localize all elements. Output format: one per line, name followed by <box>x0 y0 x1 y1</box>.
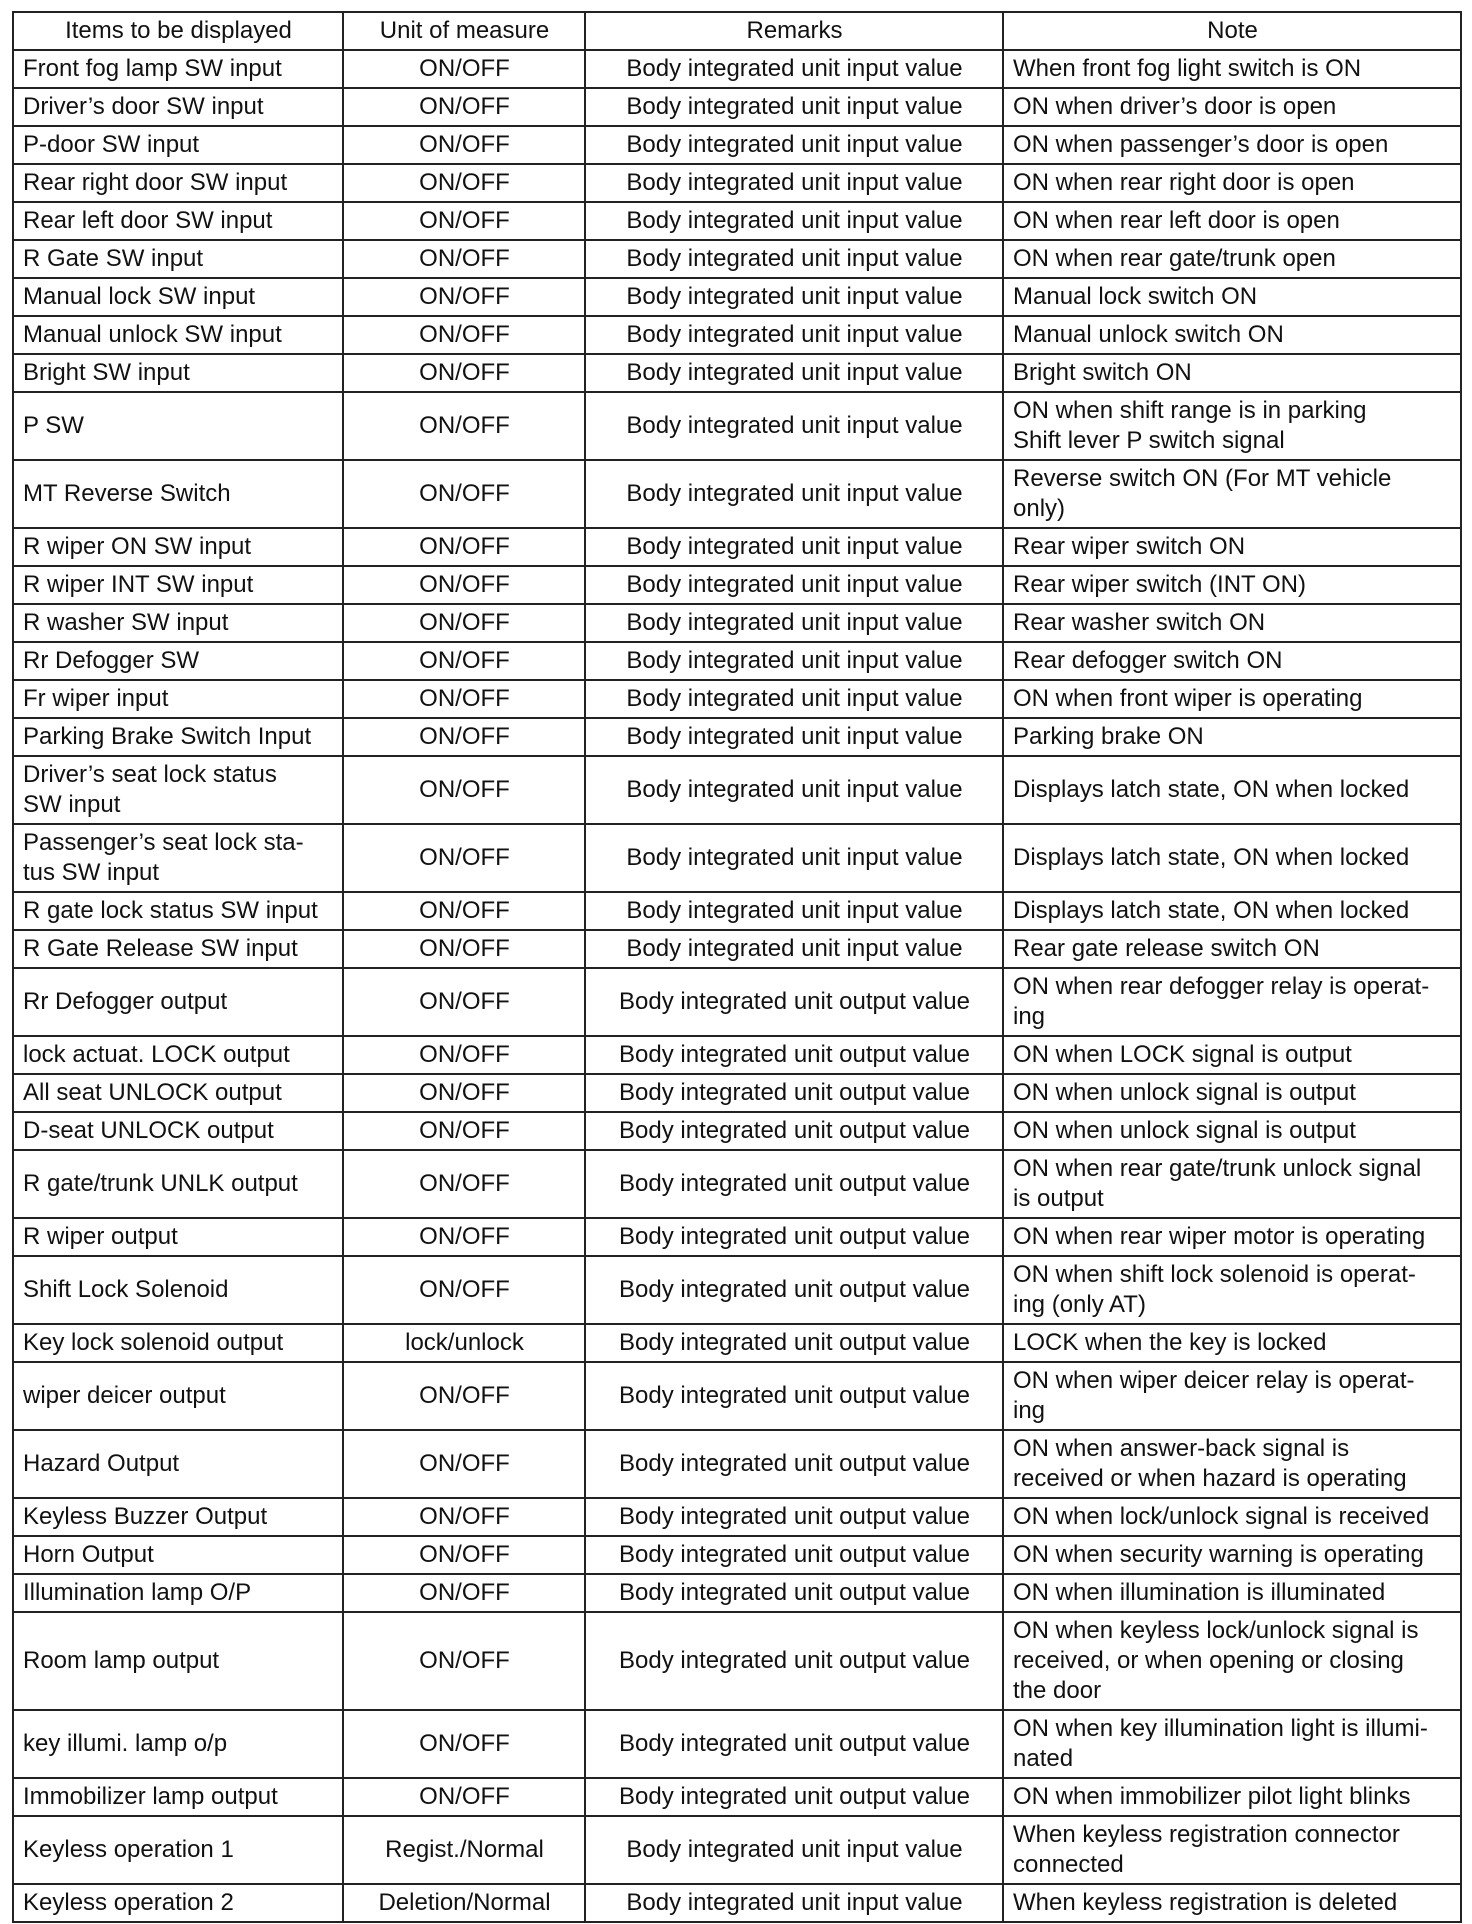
note-cell <box>1003 680 1461 718</box>
item-cell-line: R Gate Release SW input <box>23 935 298 962</box>
table-row <box>13 1884 1461 1922</box>
table-row <box>13 642 1461 680</box>
item-cell-line: R washer SW input <box>23 609 229 636</box>
unit-cell: ON/OFF <box>343 1710 585 1778</box>
item-cell-line: tus SW input <box>23 859 160 886</box>
header-remarks: Remarks <box>585 12 1003 50</box>
item-cell-line: Keyless operation 1 <box>23 1836 234 1863</box>
table-row <box>13 1778 1461 1816</box>
note-cell <box>1003 930 1461 968</box>
note-cell <box>1003 1430 1461 1498</box>
remarks-cell: Body integrated unit input value <box>585 1816 1003 1884</box>
item-cell-line: Key lock solenoid output <box>23 1329 284 1356</box>
note-cell <box>1003 1536 1461 1574</box>
table-row <box>13 1150 1461 1218</box>
note-cell-line: ing (only AT) <box>1013 1291 1146 1318</box>
note-cell-line: is output <box>1013 1185 1104 1212</box>
note-cell-line: only) <box>1013 495 1066 522</box>
note-cell <box>1003 88 1461 126</box>
item-cell-line: key illumi. lamp o/p <box>23 1730 228 1757</box>
item-cell <box>13 718 343 756</box>
note-cell-line: ON when front wiper is operating <box>1013 685 1363 712</box>
note-cell-line: ON when driver’s door is open <box>1013 93 1337 120</box>
note-cell <box>1003 1498 1461 1536</box>
item-cell <box>13 164 343 202</box>
remarks-cell: Body integrated unit input value <box>585 930 1003 968</box>
item-cell-line: R wiper output <box>23 1223 178 1250</box>
remarks-cell: Body integrated unit output value <box>585 1498 1003 1536</box>
unit-cell: lock/unlock <box>343 1324 585 1362</box>
item-cell <box>13 1612 343 1710</box>
table-row <box>13 968 1461 1036</box>
table-row <box>13 1612 1461 1710</box>
unit-cell: ON/OFF <box>343 240 585 278</box>
remarks-cell: Body integrated unit output value <box>585 1362 1003 1430</box>
note-cell-line: Manual unlock switch ON <box>1013 321 1284 348</box>
unit-cell: ON/OFF <box>343 528 585 566</box>
table-body <box>13 50 1461 1922</box>
note-cell-line: Bright switch ON <box>1013 359 1192 386</box>
note-cell-line: ON when rear defogger relay is operat- <box>1013 973 1430 1000</box>
remarks-cell: Body integrated unit output value <box>585 1036 1003 1074</box>
table-row <box>13 164 1461 202</box>
note-cell-line: connected <box>1013 1851 1124 1878</box>
note-cell <box>1003 1112 1461 1150</box>
item-cell <box>13 756 343 824</box>
note-cell-line: Rear wiper switch (INT ON) <box>1013 571 1306 598</box>
unit-cell: ON/OFF <box>343 1112 585 1150</box>
unit-cell: ON/OFF <box>343 892 585 930</box>
item-cell-line: Room lamp output <box>23 1647 220 1674</box>
unit-cell: ON/OFF <box>343 968 585 1036</box>
note-cell <box>1003 1778 1461 1816</box>
note-cell <box>1003 164 1461 202</box>
item-cell <box>13 392 343 460</box>
remarks-cell: Body integrated unit output value <box>585 968 1003 1036</box>
table-row <box>13 824 1461 892</box>
item-cell-line: All seat UNLOCK output <box>23 1079 282 1106</box>
table-row <box>13 88 1461 126</box>
item-cell <box>13 824 343 892</box>
item-cell <box>13 316 343 354</box>
note-cell <box>1003 1884 1461 1922</box>
unit-cell: ON/OFF <box>343 1574 585 1612</box>
remarks-cell: Body integrated unit input value <box>585 528 1003 566</box>
item-cell <box>13 354 343 392</box>
note-cell <box>1003 1256 1461 1324</box>
remarks-cell: Body integrated unit output value <box>585 1218 1003 1256</box>
table-row <box>13 1816 1461 1884</box>
unit-cell: ON/OFF <box>343 1536 585 1574</box>
item-cell <box>13 1430 343 1498</box>
table-row <box>13 566 1461 604</box>
note-cell-line: ON when answer-back signal is <box>1013 1435 1350 1462</box>
note-cell-line: received, or when opening or closing <box>1013 1647 1404 1674</box>
unit-cell: ON/OFF <box>343 50 585 88</box>
item-cell-line: Horn Output <box>23 1541 154 1568</box>
item-cell <box>13 1816 343 1884</box>
item-cell-line: Driver’s seat lock status <box>23 761 277 788</box>
note-cell <box>1003 460 1461 528</box>
remarks-cell: Body integrated unit output value <box>585 1430 1003 1498</box>
table-row <box>13 1498 1461 1536</box>
note-cell <box>1003 1074 1461 1112</box>
item-cell <box>13 1218 343 1256</box>
note-cell <box>1003 824 1461 892</box>
remarks-cell: Body integrated unit output value <box>585 1324 1003 1362</box>
item-cell-line: Bright SW input <box>23 359 190 386</box>
item-cell-line: Front fog lamp SW input <box>23 55 282 82</box>
remarks-cell: Body integrated unit input value <box>585 1884 1003 1922</box>
note-cell <box>1003 718 1461 756</box>
item-cell <box>13 1498 343 1536</box>
item-cell-line: Fr wiper input <box>23 685 169 712</box>
item-cell <box>13 1362 343 1430</box>
remarks-cell: Body integrated unit output value <box>585 1256 1003 1324</box>
note-cell <box>1003 1362 1461 1430</box>
unit-cell: ON/OFF <box>343 604 585 642</box>
table-row <box>13 460 1461 528</box>
note-cell <box>1003 1150 1461 1218</box>
unit-cell: ON/OFF <box>343 316 585 354</box>
item-cell-line: Rear left door SW input <box>23 207 273 234</box>
item-cell-line: Driver’s door SW input <box>23 93 264 120</box>
note-cell-line: When keyless registration connector <box>1013 1821 1400 1848</box>
note-cell <box>1003 1612 1461 1710</box>
table-row <box>13 316 1461 354</box>
item-cell-line: Rr Defogger output <box>23 988 228 1015</box>
data-monitor-table <box>12 11 1462 1923</box>
note-cell-line: When keyless registration is deleted <box>1013 1889 1398 1916</box>
item-cell <box>13 892 343 930</box>
note-cell <box>1003 126 1461 164</box>
remarks-cell: Body integrated unit output value <box>585 1612 1003 1710</box>
note-cell <box>1003 642 1461 680</box>
table-row <box>13 604 1461 642</box>
table-row <box>13 1256 1461 1324</box>
item-cell-line: Manual lock SW input <box>23 283 256 310</box>
note-cell-line: received or when hazard is operating <box>1013 1465 1407 1492</box>
note-cell-line: LOCK when the key is locked <box>1013 1329 1327 1356</box>
remarks-cell: Body integrated unit output value <box>585 1536 1003 1574</box>
note-cell <box>1003 528 1461 566</box>
table-row <box>13 528 1461 566</box>
table-row <box>13 50 1461 88</box>
item-cell-line: R gate/trunk UNLK output <box>23 1170 298 1197</box>
remarks-cell: Body integrated unit output value <box>585 1710 1003 1778</box>
remarks-cell: Body integrated unit output value <box>585 1150 1003 1218</box>
unit-cell: ON/OFF <box>343 930 585 968</box>
document-page <box>12 11 1460 1923</box>
remarks-cell: Body integrated unit input value <box>585 164 1003 202</box>
note-cell-line: ON when shift lock solenoid is operat- <box>1013 1261 1416 1288</box>
note-cell-line: Displays latch state, ON when locked <box>1013 844 1410 871</box>
item-cell <box>13 202 343 240</box>
note-cell-line: ON when unlock signal is output <box>1013 1079 1356 1106</box>
item-cell <box>13 968 343 1036</box>
unit-cell: ON/OFF <box>343 164 585 202</box>
note-cell-line: Rear gate release switch ON <box>1013 935 1320 962</box>
unit-cell: ON/OFF <box>343 718 585 756</box>
note-cell-line: ON when immobilizer pilot light blinks <box>1013 1783 1411 1810</box>
remarks-cell: Body integrated unit input value <box>585 824 1003 892</box>
remarks-cell: Body integrated unit input value <box>585 718 1003 756</box>
item-cell <box>13 278 343 316</box>
remarks-cell: Body integrated unit input value <box>585 202 1003 240</box>
note-cell <box>1003 968 1461 1036</box>
remarks-cell: Body integrated unit input value <box>585 642 1003 680</box>
note-cell <box>1003 1218 1461 1256</box>
item-cell <box>13 1256 343 1324</box>
remarks-cell: Body integrated unit input value <box>585 392 1003 460</box>
unit-cell: ON/OFF <box>343 642 585 680</box>
item-cell-line: Keyless operation 2 <box>23 1889 234 1916</box>
item-cell-line: Keyless Buzzer Output <box>23 1503 268 1530</box>
unit-cell: Deletion/Normal <box>343 1884 585 1922</box>
note-cell-line: ON when security warning is operating <box>1013 1541 1424 1568</box>
item-cell-line: Rr Defogger SW <box>23 647 200 674</box>
item-cell <box>13 1036 343 1074</box>
table-row <box>13 1074 1461 1112</box>
remarks-cell: Body integrated unit output value <box>585 1778 1003 1816</box>
note-cell-line: Shift lever P switch signal <box>1013 427 1285 454</box>
note-cell <box>1003 240 1461 278</box>
table-row <box>13 240 1461 278</box>
remarks-cell: Body integrated unit input value <box>585 892 1003 930</box>
remarks-cell: Body integrated unit input value <box>585 566 1003 604</box>
unit-cell: ON/OFF <box>343 1218 585 1256</box>
remarks-cell: Body integrated unit input value <box>585 354 1003 392</box>
item-cell-line: Manual unlock SW input <box>23 321 282 348</box>
item-cell-line: R wiper ON SW input <box>23 533 252 560</box>
item-cell-line: Hazard Output <box>23 1450 180 1477</box>
item-cell <box>13 1074 343 1112</box>
table-row <box>13 1112 1461 1150</box>
item-cell-line: lock actuat. LOCK output <box>23 1041 290 1068</box>
item-cell <box>13 88 343 126</box>
table-row <box>13 1218 1461 1256</box>
unit-cell: Regist./Normal <box>343 1816 585 1884</box>
item-cell-line: R Gate SW input <box>23 245 204 272</box>
note-cell-line: ON when keyless lock/unlock signal is <box>1013 1617 1419 1644</box>
table-row <box>13 354 1461 392</box>
item-cell <box>13 1574 343 1612</box>
remarks-cell: Body integrated unit input value <box>585 756 1003 824</box>
unit-cell: ON/OFF <box>343 1036 585 1074</box>
note-cell-line: Parking brake ON <box>1013 723 1204 750</box>
item-cell <box>13 240 343 278</box>
unit-cell: ON/OFF <box>343 354 585 392</box>
table-row <box>13 1430 1461 1498</box>
note-cell-line: ON when wiper deicer relay is operat- <box>1013 1367 1415 1394</box>
item-cell <box>13 1536 343 1574</box>
item-cell <box>13 126 343 164</box>
item-cell-line: wiper deicer output <box>23 1382 226 1409</box>
table-row <box>13 1710 1461 1778</box>
unit-cell: ON/OFF <box>343 824 585 892</box>
remarks-cell: Body integrated unit input value <box>585 680 1003 718</box>
table-row <box>13 756 1461 824</box>
item-cell <box>13 1778 343 1816</box>
remarks-cell: Body integrated unit input value <box>585 604 1003 642</box>
note-cell <box>1003 756 1461 824</box>
note-cell <box>1003 202 1461 240</box>
table-row <box>13 680 1461 718</box>
table-row <box>13 392 1461 460</box>
unit-cell: ON/OFF <box>343 756 585 824</box>
note-cell-line: When front fog light switch is ON <box>1013 55 1362 82</box>
note-cell-line: ing <box>1013 1003 1046 1030</box>
note-cell-line: Rear wiper switch ON <box>1013 533 1246 560</box>
unit-cell: ON/OFF <box>343 392 585 460</box>
header-note: Note <box>1003 12 1461 50</box>
unit-cell: ON/OFF <box>343 1498 585 1536</box>
note-cell-line: ON when illumination is illuminated <box>1013 1579 1386 1606</box>
note-cell-line: ON when rear left door is open <box>1013 207 1340 234</box>
remarks-cell: Body integrated unit input value <box>585 240 1003 278</box>
item-cell <box>13 528 343 566</box>
table-row <box>13 718 1461 756</box>
item-cell-line: MT Reverse Switch <box>23 480 231 507</box>
note-cell <box>1003 1574 1461 1612</box>
note-cell-line: Rear washer switch ON <box>1013 609 1266 636</box>
unit-cell: ON/OFF <box>343 1074 585 1112</box>
remarks-cell: Body integrated unit output value <box>585 1574 1003 1612</box>
unit-cell: ON/OFF <box>343 126 585 164</box>
item-cell-line: R gate lock status SW input <box>23 897 318 924</box>
table-row <box>13 202 1461 240</box>
note-cell-line: Reverse switch ON (For MT vehicle <box>1013 465 1392 492</box>
table-row <box>13 1574 1461 1612</box>
note-cell-line: nated <box>1013 1745 1074 1772</box>
note-cell <box>1003 1036 1461 1074</box>
item-cell <box>13 1884 343 1922</box>
note-cell-line: ON when shift range is in parking <box>1013 397 1367 424</box>
item-cell-line: Rear right door SW input <box>23 169 288 196</box>
note-cell-line: ON when passenger’s door is open <box>1013 131 1389 158</box>
item-cell <box>13 930 343 968</box>
item-cell-line: SW input <box>23 791 121 818</box>
note-cell-line: ON when rear gate/trunk open <box>1013 245 1336 272</box>
note-cell <box>1003 1816 1461 1884</box>
note-cell <box>1003 604 1461 642</box>
item-cell <box>13 566 343 604</box>
item-cell-line: Parking Brake Switch Input <box>23 723 312 750</box>
note-cell <box>1003 278 1461 316</box>
item-cell <box>13 680 343 718</box>
note-cell-line: ON when rear gate/trunk unlock signal <box>1013 1155 1422 1182</box>
note-cell <box>1003 892 1461 930</box>
item-cell-line: Shift Lock Solenoid <box>23 1276 229 1303</box>
header-items: Items to be displayed <box>13 12 343 50</box>
unit-cell: ON/OFF <box>343 1430 585 1498</box>
unit-cell: ON/OFF <box>343 460 585 528</box>
item-cell-line: Passenger’s seat lock sta- <box>23 829 304 856</box>
table-row <box>13 1036 1461 1074</box>
note-cell-line: Rear defogger switch ON <box>1013 647 1283 674</box>
note-cell-line: ON when rear wiper motor is operating <box>1013 1223 1426 1250</box>
unit-cell: ON/OFF <box>343 1150 585 1218</box>
unit-cell: ON/OFF <box>343 1778 585 1816</box>
table-row <box>13 278 1461 316</box>
item-cell <box>13 1324 343 1362</box>
unit-cell: ON/OFF <box>343 1256 585 1324</box>
item-cell <box>13 1710 343 1778</box>
note-cell-line: ON when rear right door is open <box>1013 169 1355 196</box>
unit-cell: ON/OFF <box>343 88 585 126</box>
item-cell-line: P-door SW input <box>23 131 200 158</box>
note-cell-line: ON when key illumination light is illumi- <box>1013 1715 1428 1742</box>
note-cell-line: Displays latch state, ON when locked <box>1013 776 1410 803</box>
table-row <box>13 930 1461 968</box>
item-cell-line: Immobilizer lamp output <box>23 1783 278 1810</box>
remarks-cell: Body integrated unit input value <box>585 126 1003 164</box>
item-cell <box>13 642 343 680</box>
note-cell-line: Displays latch state, ON when locked <box>1013 897 1410 924</box>
item-cell <box>13 604 343 642</box>
note-cell-line: ON when unlock signal is output <box>1013 1117 1356 1144</box>
item-cell-line: R wiper INT SW input <box>23 571 254 598</box>
table-row <box>13 892 1461 930</box>
remarks-cell: Body integrated unit input value <box>585 316 1003 354</box>
item-cell-line: D-seat UNLOCK output <box>23 1117 274 1144</box>
note-cell <box>1003 392 1461 460</box>
item-cell <box>13 50 343 88</box>
unit-cell: ON/OFF <box>343 566 585 604</box>
table-row <box>13 1324 1461 1362</box>
table-header-row <box>13 12 1461 50</box>
item-cell-line: Illumination lamp O/P <box>23 1579 252 1606</box>
remarks-cell: Body integrated unit input value <box>585 88 1003 126</box>
note-cell-line: ON when lock/unlock signal is received <box>1013 1503 1430 1530</box>
unit-cell: ON/OFF <box>343 1612 585 1710</box>
remarks-cell: Body integrated unit output value <box>585 1112 1003 1150</box>
note-cell <box>1003 1710 1461 1778</box>
item-cell <box>13 1112 343 1150</box>
note-cell <box>1003 316 1461 354</box>
header-unit: Unit of measure <box>343 12 585 50</box>
remarks-cell: Body integrated unit input value <box>585 460 1003 528</box>
item-cell <box>13 1150 343 1218</box>
remarks-cell: Body integrated unit input value <box>585 50 1003 88</box>
note-cell <box>1003 566 1461 604</box>
item-cell <box>13 460 343 528</box>
note-cell-line: the door <box>1013 1677 1102 1704</box>
note-cell <box>1003 1324 1461 1362</box>
note-cell-line: ON when LOCK signal is output <box>1013 1041 1352 1068</box>
unit-cell: ON/OFF <box>343 680 585 718</box>
note-cell-line: ing <box>1013 1397 1046 1424</box>
unit-cell: ON/OFF <box>343 278 585 316</box>
remarks-cell: Body integrated unit output value <box>585 1074 1003 1112</box>
note-cell <box>1003 50 1461 88</box>
table-row <box>13 1536 1461 1574</box>
table-row <box>13 1362 1461 1430</box>
unit-cell: ON/OFF <box>343 202 585 240</box>
unit-cell: ON/OFF <box>343 1362 585 1430</box>
note-cell-line: Manual lock switch ON <box>1013 283 1258 310</box>
item-cell-line: P SW <box>23 412 84 439</box>
note-cell <box>1003 354 1461 392</box>
remarks-cell: Body integrated unit input value <box>585 278 1003 316</box>
table-row <box>13 126 1461 164</box>
